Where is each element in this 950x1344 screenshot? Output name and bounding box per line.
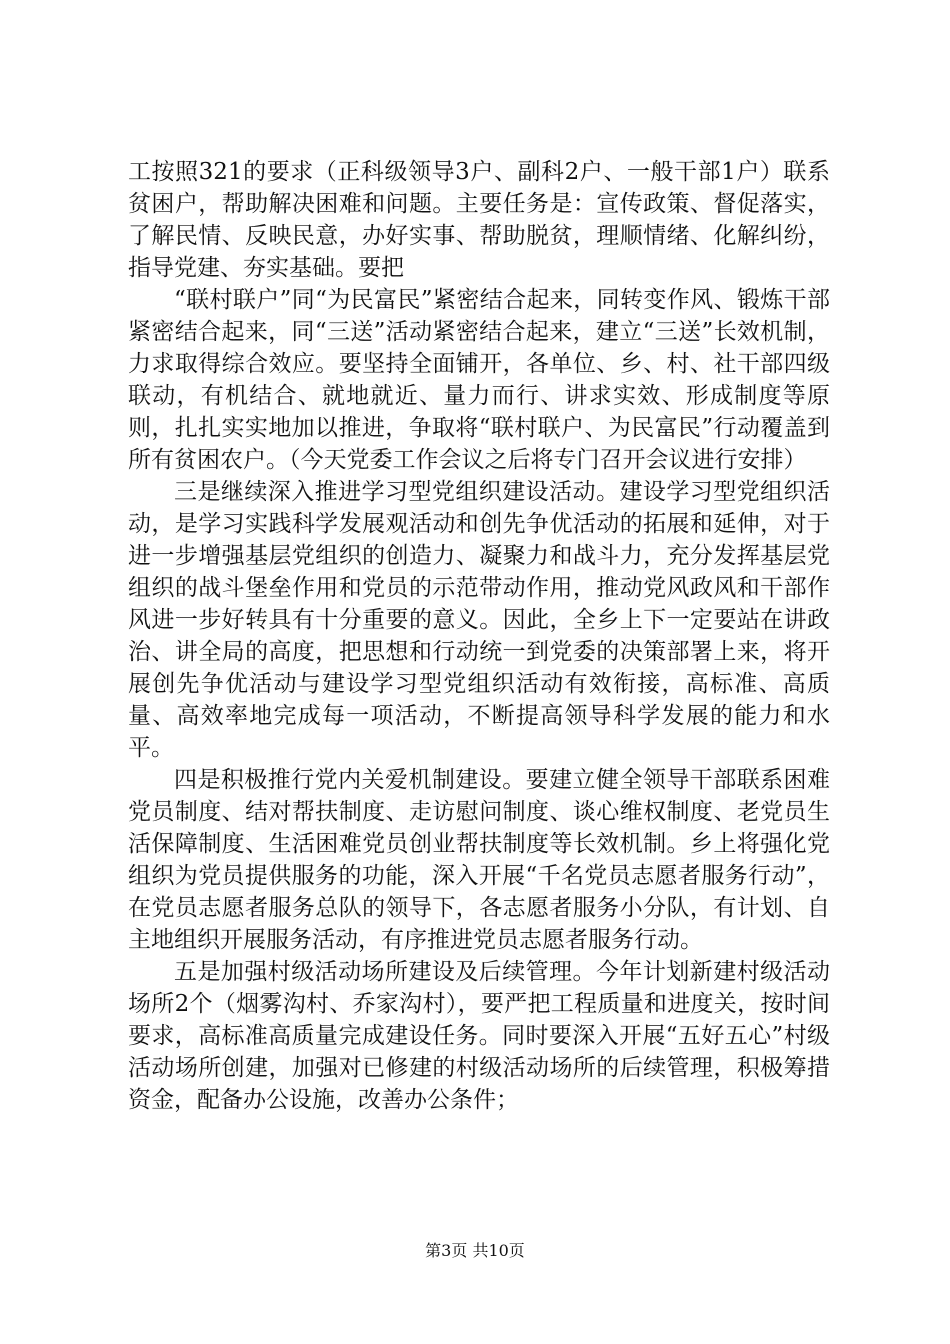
paragraph-4: 四是积极推行党内关爱机制建设。要建立健全领导干部联系困难党员制度、结对帮扶制度、走访慰问制度、谈心维权制度、老党员生活保障制度、生活困难党员创业帮扶制度等长效机制。乡上将强化党组织为党员提供服务的功能，深入开展“千名党员志愿者服务行动”，在党员志愿者服务总队的领导下，各志愿者服务小分队，有计划、自主地组织开展服务活动，有序推进党员志愿者服务行动。 [128, 767, 830, 953]
paragraph-1: 工按照321的要求（正科级领导3户、副科2户、一般干部1户）联系贫困户，帮助解决困难和问题。主要任务是：宣传政策、督促落实，了解民情、反映民意，办好实事、帮助脱贫，理顺情绪、化解纠纷，指导党建、夯实基础。要把 [128, 159, 830, 281]
page-number-footer: 第3页 共10页 [425, 1241, 525, 1260]
paragraph-3: 三是继续深入推进学习型党组织建设活动。建设学习型党组织活动，是学习实践科学发展观活动和创先争优活动的拓展和延伸，对于进一步增强基层党组织的创造力、凝聚力和战斗力，充分发挥基层党组织的战斗堡垒作用和党员的示范带动作用，推动党风政风和干部作风进一步好转具有十分重要的意义。因此，全乡上下一定要站在讲政治、讲全局的高度，把思想和行动统一到党委的决策部署上来，将开展创先争优活动与建设学习型党组织活动有效衔接，高标准、高质量、高效率地完成每一项活动，不断提高领导科学发展的能力和水平。 [128, 479, 830, 761]
paragraph-5: 五是加强村级活动场所建设及后续管理。今年计划新建村级活动场所2个（烟雾沟村、乔家沟村），要严把工程质量和进度关，按时间要求，高标准高质量完成建设任务。同时要深入开展“五好五心”村级活动场所创建，加强对已修建的村级活动场所的后续管理，积极筹措资金，配备办公设施，改善办公条件； [128, 959, 830, 1113]
paragraph-2: “联村联户”同“为民富民”紧密结合起来，同转变作风、锻炼干部紧密结合起来，同“三送”活动紧密结合起来，建立“三送”长效机制，力求取得综合效应。要坚持全面铺开，各单位、乡、村、社干部四级联动，有机结合、就地就近、量力而行、讲求实效、形成制度等原则，扎扎实实地加以推进，争取将“联村联户、为民富民”行动覆盖到所有贫困农户。（今天党委工作会议之后将专门召开会议进行安排） [128, 287, 830, 473]
body-text [128, 156, 830, 1116]
